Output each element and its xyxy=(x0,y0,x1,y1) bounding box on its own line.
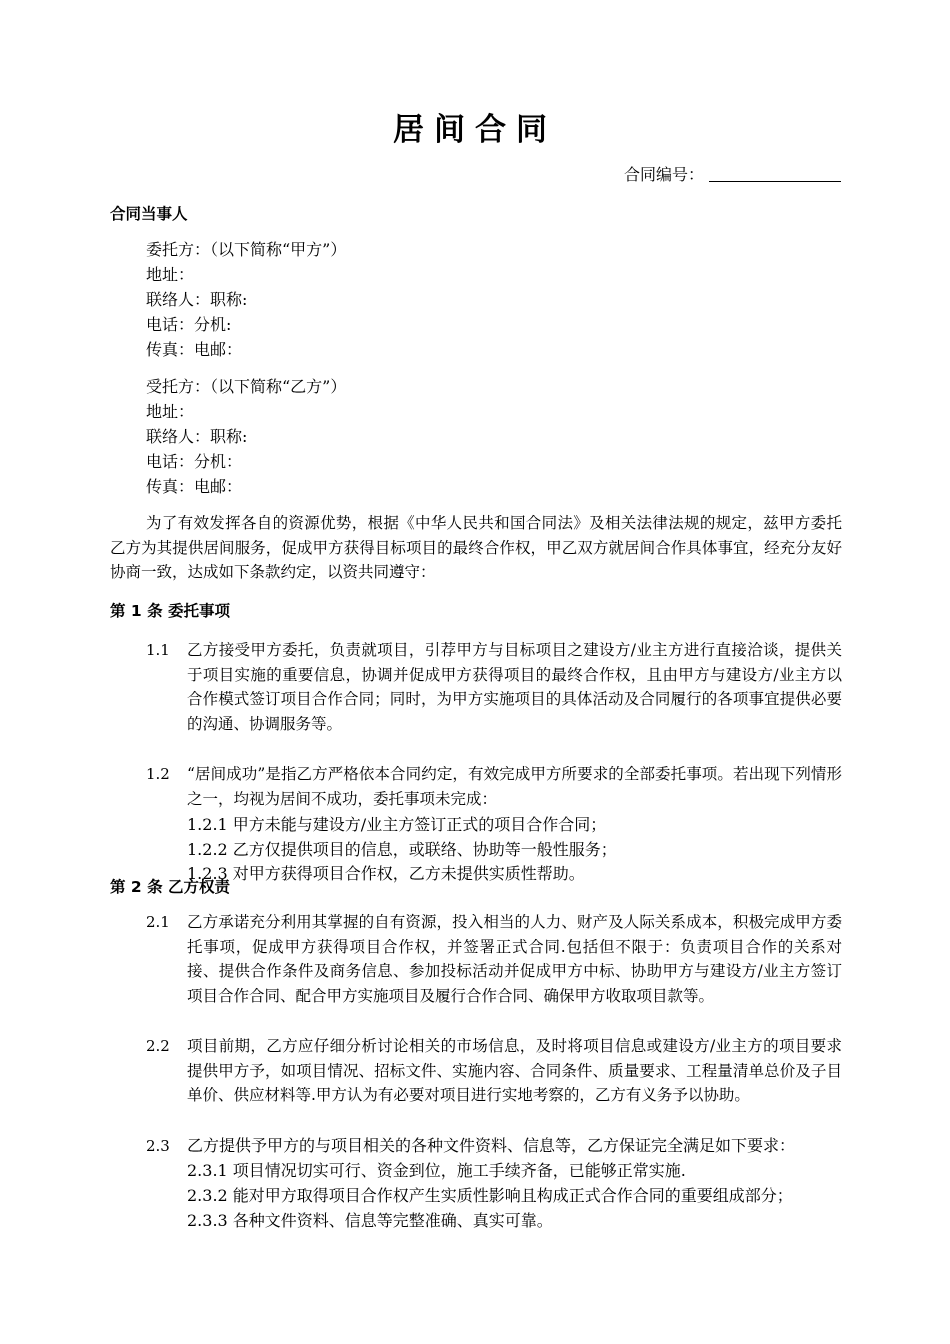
parties-heading: 合同当事人 xyxy=(110,205,188,223)
intro-paragraph: 为了有效发挥各自的资源优势，根据《中华人民共和国合同法》及相关法律法规的规定，兹甲方委托乙方为其提供居间服务，促成甲方获得目标项目的最终合作权，甲乙双方就居间合作具体事宜，经充分友好协商一致，达成如下条款约定，以资共同遵守： xyxy=(110,514,842,582)
clause-1-2-3: 1.2.3 对甲方获得项目合作权，乙方未提供实质性帮助。 xyxy=(187,864,585,883)
article-1-heading: 第 1 条 委托事项 xyxy=(110,602,230,620)
clause-2-3-3: 2.3.3 各种文件资料、信息等完整准确、真实可靠。 xyxy=(187,1211,553,1230)
clause-1-1: 乙方接受甲方委托，负责就项目，引荐甲方与目标项目之建设方/业主方进行直接洽谈，提供关于项目实施的重要信息，协调并促成甲方获得项目的最终合作权，且由甲方与建设方/业主方以合作模式签订项目合作合同；同时，为甲方实施项目的具体活动及合同履行的各项事宜提供必要的沟通、协调服务等。 xyxy=(187,641,842,733)
party-a-fax: 传真：电邮： xyxy=(146,340,243,359)
clause-2-1-number: 2.1 xyxy=(146,913,170,931)
party-b-name: 受托方：（以下简称“乙方”） xyxy=(146,377,347,396)
party-a-phone: 电话：分机: xyxy=(146,315,232,334)
party-b-phone: 电话：分机： xyxy=(146,452,243,471)
clause-2-3-number: 2.3 xyxy=(146,1137,170,1155)
clause-2-3: 乙方提供予甲方的与项目相关的各种文件资料、信息等，乙方保证完全满足如下要求： xyxy=(187,1136,796,1155)
document-title: 居间合同 xyxy=(393,112,557,148)
clause-2-2: 项目前期，乙方应仔细分析讨论相关的市场信息，及时将项目信息或建设方/业主方的项目要求提供甲方予，如项目情况、招标文件、实施内容、合同条件、质量要求、工程量清单总价及子目单价、供应材料等.甲方认为有必要对项目进行实地考察的，乙方有义务予以协助。 xyxy=(187,1037,842,1105)
party-a-contact: 联络人：职称: xyxy=(146,290,248,309)
party-b-fax: 传真：电邮： xyxy=(146,477,243,496)
clause-2-3-1: 2.3.1 项目情况切实可行、资金到位，施工手续齐备，已能够正常实施. xyxy=(187,1161,686,1180)
party-a-address: 地址： xyxy=(146,265,195,284)
clause-2-3-2: 2.3.2 能对甲方取得项目合作权产生实质性影响且构成正式合作合同的重要组成部分； xyxy=(187,1186,793,1205)
clause-1-2-2: 1.2.2 乙方仅提供项目的信息，或联络、协助等一般性服务； xyxy=(187,840,617,859)
clause-2-1: 乙方承诺充分利用其掌握的自有资源，投入相当的人力、财产及人际关系成本，积极完成甲方委托事项，促成甲方获得项目合作权，并签署正式合同.包括但不限于：负责项目合作的关系对接、提供合作条件及商务信息、参加投标活动并促成甲方中标、协助甲方与建设方/业主方签订项目合作合同、配合甲方实施项目及履行合作合同、确保甲方收取项目款等。 xyxy=(187,913,842,1005)
party-b-contact: 联络人：职称: xyxy=(146,427,248,446)
clause-1-2: “居间成功”是指乙方严格依本合同约定，有效完成甲方所要求的全部委托事项。若出现下列情形之一，均视为居间不成功，委托事项未完成： xyxy=(187,765,842,808)
clause-1-2-1: 1.2.1 甲方未能与建设方/业主方签订正式的项目合作合同； xyxy=(187,815,607,834)
contract-number-label: 合同编号： xyxy=(624,165,705,184)
party-a-name: 委托方：（以下简称“甲方”） xyxy=(146,240,347,259)
contract-number-field[interactable] xyxy=(709,181,841,182)
clause-2-2-number: 2.2 xyxy=(146,1037,170,1055)
party-b-address: 地址： xyxy=(146,402,195,421)
clause-1-2-number: 1.2 xyxy=(146,765,170,783)
article-2-heading: 第 2 条 乙方权责 xyxy=(110,878,230,896)
clause-1-1-number: 1.1 xyxy=(146,641,170,659)
